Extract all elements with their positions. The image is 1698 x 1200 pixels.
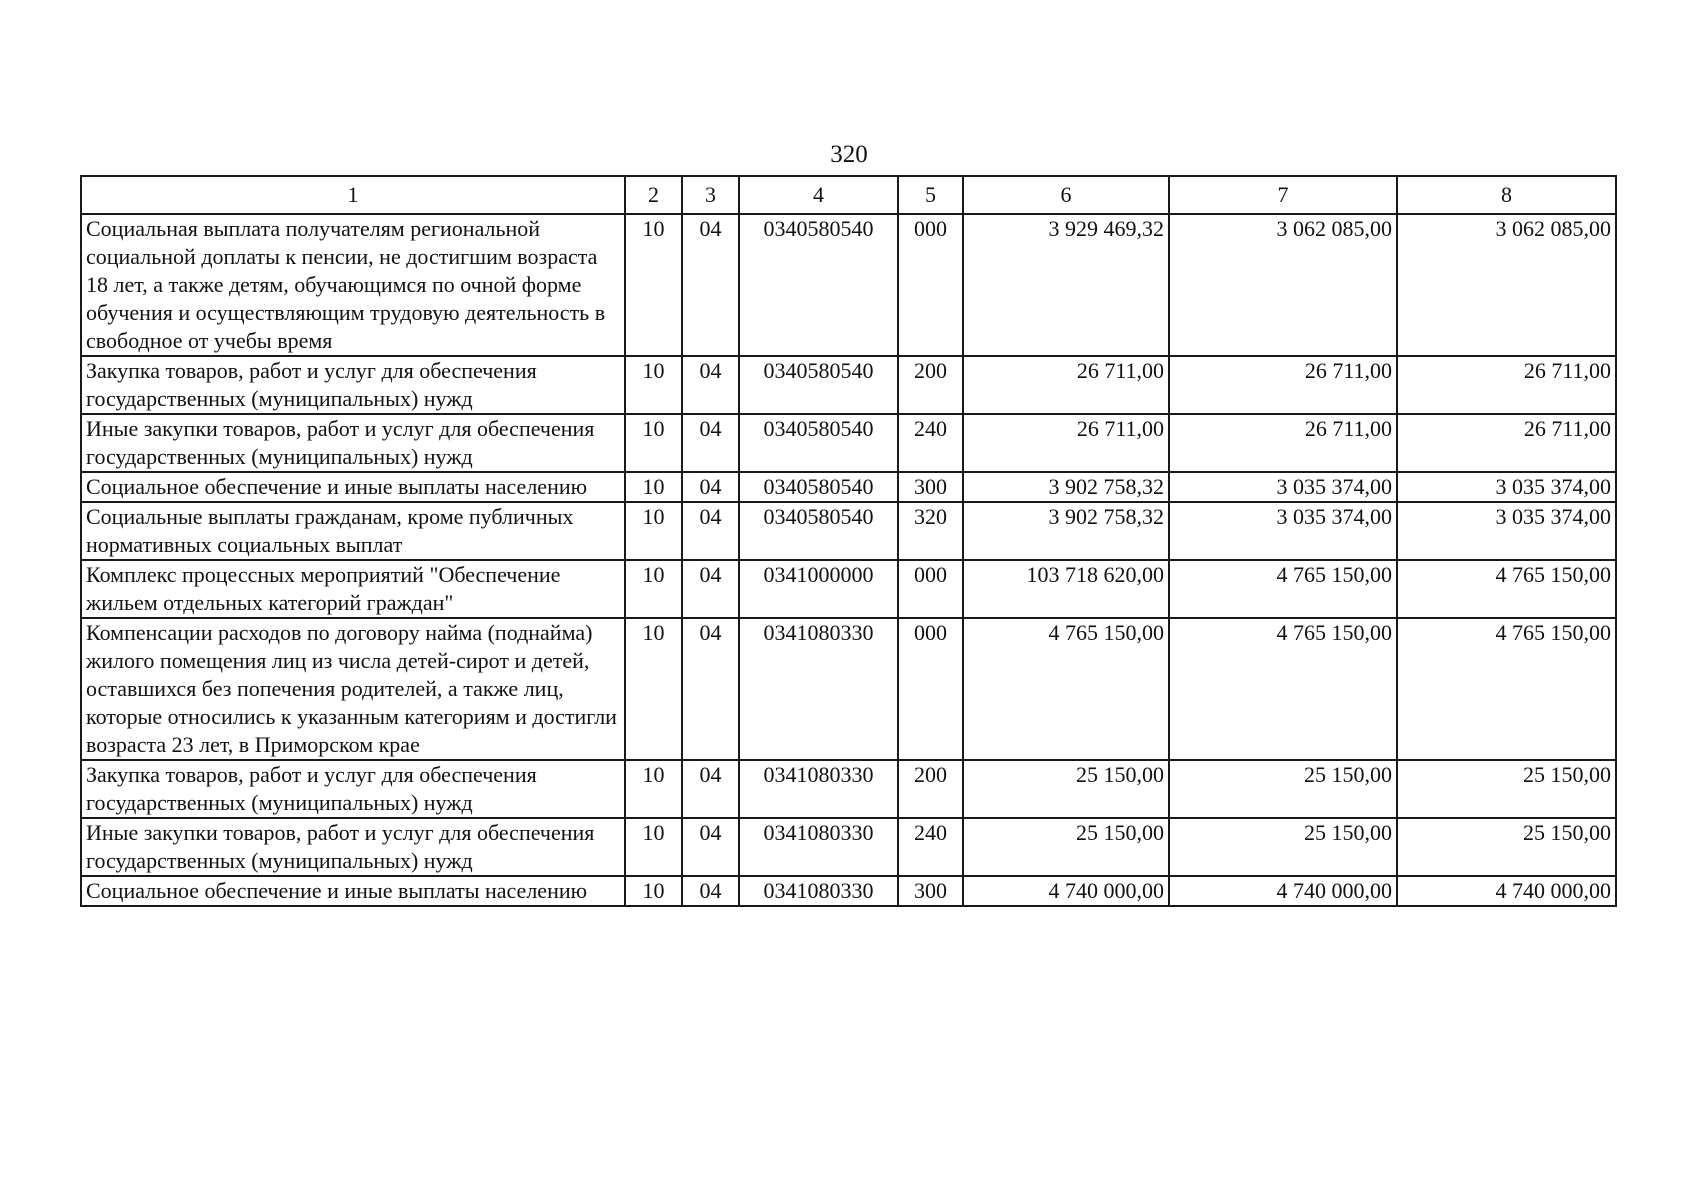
row-target-code: 0341080330 [739,876,898,906]
table-row [81,472,1616,502]
row-name: Закупка товаров, работ и услуг для обеспечения государственных (муниципальных) нужд [81,760,625,818]
header-col-4: 4 [739,176,898,214]
row-target-code: 0341000000 [739,560,898,618]
row-target-code: 0340580540 [739,414,898,472]
row-amount-col6: 25 150,00 [963,760,1169,818]
row-name: Иные закупки товаров, работ и услуг для обеспечения государственных (муниципальных) нужд [81,414,625,472]
row-subsection: 04 [682,502,739,560]
row-expense-type: 200 [898,356,963,414]
row-name: Компенсации расходов по договору найма (поднайма) жилого помещения лиц из числа детей-сирот и детей, оставшихся без попечения родителей, а также лиц, которые относились к указанным категориям и достигли возраста 23 лет, в Приморском крае [81,618,625,760]
row-amount-col6: 103 718 620,00 [963,560,1169,618]
row-amount-col6: 3 929 469,32 [963,214,1169,356]
row-amount-col6: 4 740 000,00 [963,876,1169,906]
row-subsection: 04 [682,472,739,502]
row-subsection: 04 [682,560,739,618]
row-amount-col6: 3 902 758,32 [963,502,1169,560]
row-expense-type: 000 [898,560,963,618]
table-row [81,818,1616,876]
row-section: 10 [625,356,682,414]
row-amount-col6: 25 150,00 [963,818,1169,876]
row-expense-type: 000 [898,618,963,760]
header-col-1: 1 [81,176,625,214]
row-expense-type: 200 [898,760,963,818]
row-amount-col7: 3 035 374,00 [1169,502,1397,560]
row-section: 10 [625,560,682,618]
table-row [81,560,1616,618]
row-amount-col8: 4 740 000,00 [1397,876,1616,906]
row-target-code: 0341080330 [739,760,898,818]
table-row [81,876,1616,906]
row-amount-col8: 3 035 374,00 [1397,502,1616,560]
row-target-code: 0340580540 [739,214,898,356]
row-amount-col6: 3 902 758,32 [963,472,1169,502]
row-target-code: 0341080330 [739,618,898,760]
row-section: 10 [625,818,682,876]
table-row [81,618,1616,760]
row-subsection: 04 [682,214,739,356]
row-amount-col8: 3 035 374,00 [1397,472,1616,502]
row-target-code: 0340580540 [739,472,898,502]
row-name: Комплекс процессных мероприятий "Обеспечение жильем отдельных категорий граждан" [81,560,625,618]
row-amount-col6: 26 711,00 [963,356,1169,414]
row-amount-col7: 3 062 085,00 [1169,214,1397,356]
row-subsection: 04 [682,760,739,818]
row-amount-col7: 4 765 150,00 [1169,560,1397,618]
row-amount-col8: 26 711,00 [1397,356,1616,414]
row-amount-col8: 4 765 150,00 [1397,560,1616,618]
header-col-5: 5 [898,176,963,214]
row-subsection: 04 [682,876,739,906]
row-name: Закупка товаров, работ и услуг для обеспечения государственных (муниципальных) нужд [81,356,625,414]
row-amount-col7: 4 765 150,00 [1169,618,1397,760]
table-body [81,214,1616,906]
row-section: 10 [625,502,682,560]
row-expense-type: 240 [898,414,963,472]
row-section: 10 [625,414,682,472]
row-expense-type: 240 [898,818,963,876]
header-col-6: 6 [963,176,1169,214]
row-amount-col6: 26 711,00 [963,414,1169,472]
row-expense-type: 320 [898,502,963,560]
table-row [81,356,1616,414]
row-target-code: 0340580540 [739,502,898,560]
row-amount-col8: 3 062 085,00 [1397,214,1616,356]
row-amount-col8: 26 711,00 [1397,414,1616,472]
row-amount-col7: 25 150,00 [1169,818,1397,876]
row-section: 10 [625,760,682,818]
row-section: 10 [625,618,682,760]
row-amount-col7: 4 740 000,00 [1169,876,1397,906]
row-amount-col7: 25 150,00 [1169,760,1397,818]
row-amount-col7: 26 711,00 [1169,414,1397,472]
header-col-3: 3 [682,176,739,214]
row-section: 10 [625,214,682,356]
budget-table [80,175,1617,907]
table-row [81,214,1616,356]
row-name: Иные закупки товаров, работ и услуг для обеспечения государственных (муниципальных) нужд [81,818,625,876]
header-col-2: 2 [625,176,682,214]
row-amount-col7: 26 711,00 [1169,356,1397,414]
row-amount-col8: 25 150,00 [1397,760,1616,818]
row-expense-type: 000 [898,214,963,356]
row-section: 10 [625,472,682,502]
row-target-code: 0341080330 [739,818,898,876]
header-col-8: 8 [1397,176,1616,214]
row-expense-type: 300 [898,876,963,906]
header-row [81,176,1616,214]
row-amount-col8: 4 765 150,00 [1397,618,1616,760]
page-number: 320 [830,141,868,168]
row-expense-type: 300 [898,472,963,502]
row-subsection: 04 [682,618,739,760]
header-col-7: 7 [1169,176,1397,214]
row-subsection: 04 [682,818,739,876]
row-name: Социальное обеспечение и иные выплаты населению [81,876,625,906]
row-target-code: 0340580540 [739,356,898,414]
table-header [81,176,1616,214]
table-row [81,760,1616,818]
row-amount-col7: 3 035 374,00 [1169,472,1397,502]
row-section: 10 [625,876,682,906]
row-name: Социальная выплата получателям региональной социальной доплаты к пенсии, не достигшим возраста 18 лет, а также детям, обучающимся по очной форме обучения и осуществляющим трудовую деятельность в свободное от учебы время [81,214,625,356]
table-row [81,502,1616,560]
row-subsection: 04 [682,356,739,414]
row-name: Социальное обеспечение и иные выплаты населению [81,472,625,502]
row-amount-col6: 4 765 150,00 [963,618,1169,760]
row-subsection: 04 [682,414,739,472]
table-row [81,414,1616,472]
row-name: Социальные выплаты гражданам, кроме публичных нормативных социальных выплат [81,502,625,560]
row-amount-col8: 25 150,00 [1397,818,1616,876]
